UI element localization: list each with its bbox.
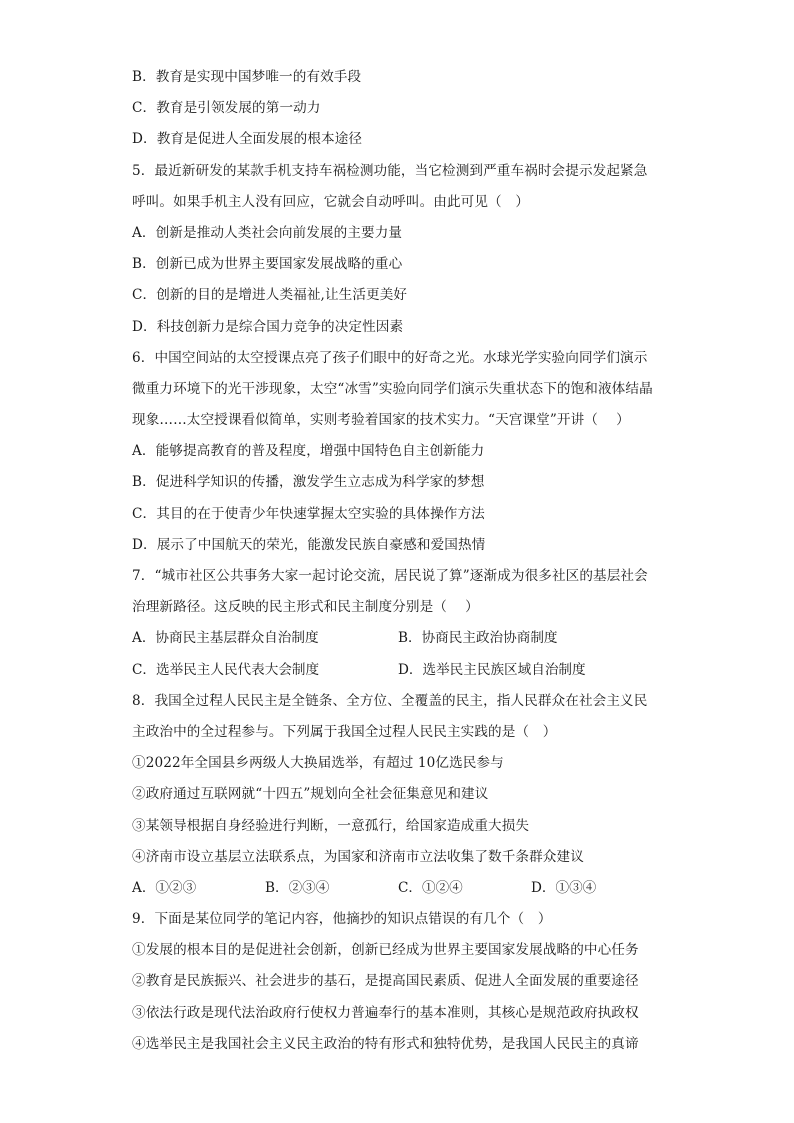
option-c-q5: C．创新的目的是增进人类福祉,让生活更美好	[132, 287, 408, 304]
question-5-line-1: 5．最近新研发的某款手机支持车祸检测功能，当它检测到严重车祸时会提示发起紧急	[132, 162, 648, 179]
option-c-q7: C．选举民主人民代表大会制度	[132, 661, 320, 678]
option-d-q6: D．展示了中国航天的荣光，能激发民族自豪感和爱国热情	[132, 536, 486, 553]
question-7-line-1: 7．“城市社区公共事务大家一起讨论交流，居民说了算”逐渐成为很多社区的基层社会	[132, 568, 648, 584]
option-c-q4: C．教育是引领发展的第一动力	[132, 100, 321, 117]
q9-statement-2: ②教育是民族振兴、社会进步的基石，是提高国民素质、促进人全面发展的重要途径	[132, 973, 639, 990]
question-8-line-2: 主政治中的全过程参与。下列属于我国全过程人民民主实践的是（ ）	[132, 723, 557, 740]
option-b-q6: B．促进科学知识的传播，激发学生立志成为科学家的梦想	[132, 474, 485, 491]
q8-options-row	[132, 873, 664, 904]
option-b-q5: B．创新已成为世界主要国家发展战略的重心	[132, 256, 403, 273]
q7-options-row-1	[132, 623, 664, 654]
option-d-q7: D．选举民主民族区域自治制度	[398, 661, 586, 678]
question-7-line-2: 治理新路径。这反映的民主形式和民主制度分别是（ ）	[132, 599, 479, 616]
option-b-q7: B．协商民主政治协商制度	[398, 630, 558, 647]
question-8-line-1: 8．我国全过程人民民主是全链条、全方位、全覆盖的民主，指人民群众在社会主义民	[132, 692, 648, 709]
option-d-q4: D．教育是促进人全面发展的根本途径	[132, 131, 363, 148]
option-a-q8: A．①②③	[132, 879, 197, 896]
option-b-q4: B．教育是实现中国梦唯一的有效手段	[132, 69, 362, 85]
q8-statement-4: ④济南市设立基层立法联系点，为国家和济南市立法收集了数千条群众建议	[132, 848, 584, 865]
option-a-q7: A．协商民主基层群众自治制度	[132, 630, 319, 647]
q9-statement-4: ④选举民主是我国社会主义民主政治的特有形式和独特优势，是我国人民民主的真谛	[132, 1035, 639, 1052]
question-5-line-2: 呼叫。如果手机主人没有回应，它就会自动呼叫。由此可见（ ）	[132, 193, 530, 210]
q7-options-row-2	[132, 655, 664, 686]
q8-statement-1: ①2022年全国县乡两级人大换届选举，有超过 10亿选民参与	[132, 755, 504, 772]
option-a-q6: A．能够提高教育的普及程度，增强中国特色自主创新能力	[132, 443, 485, 460]
option-b-q8: B．②③④	[265, 879, 330, 896]
question-6-line-1: 6．中国空间站的太空授课点亮了孩子们眼中的好奇之光。水球光学实验向同学们演示	[132, 349, 648, 366]
option-d-q5: D．科技创新力是综合国力竞争的决定性因素	[132, 318, 404, 335]
option-d-q8: D．①③④	[531, 879, 597, 896]
option-c-q8: C．①②④	[398, 879, 463, 896]
q9-statement-3: ③依法行政是现代法治政府行使权力普遍奉行的基本准则，其核心是规范政府执政权	[132, 1004, 639, 1021]
question-9-line-1: 9．下面是某位同学的笔记内容，他摘抄的知识点错误的有几个（ ）	[132, 911, 552, 928]
q8-statement-2: ②政府通过互联网就“十四五”规划向全社会征集意见和建议	[132, 786, 489, 803]
question-6-line-2: 微重力环境下的光干涉现象，太空“冰雪”实验向同学们演示失重状态下的饱和液体结晶	[132, 380, 653, 397]
q9-statement-1: ①发展的根本目的是促进社会创新，创新已经成为世界主要国家发展战略的中心任务	[132, 942, 639, 959]
option-a-q5: A．创新是推动人类社会向前发展的主要力量	[132, 224, 403, 241]
q8-statement-3: ③某领导根据自身经验进行判断，一意孤行，给国家造成重大损失	[132, 817, 530, 834]
option-c-q6: C．其目的在于使青少年快速掌握太空实验的具体操作方法	[132, 505, 485, 522]
exam-content	[132, 62, 664, 1060]
question-6-line-3: 现象……太空授课看似简单，实则考验着国家的技术实力。“天宫课堂”开讲（ ）	[132, 412, 630, 429]
